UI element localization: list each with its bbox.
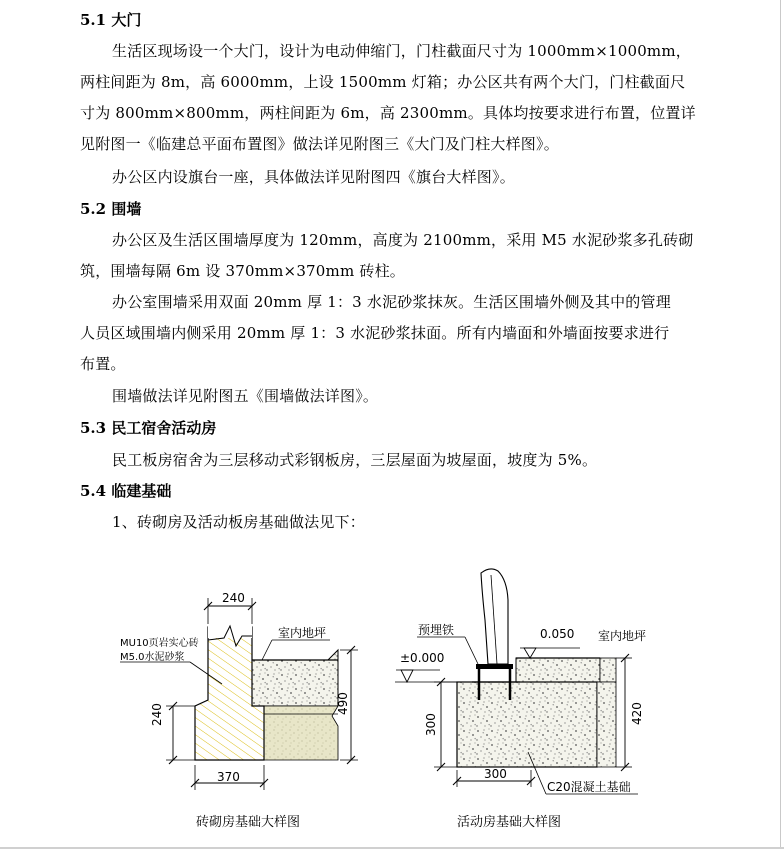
section-heading-5-2: 5.2 围墙 [80, 200, 142, 218]
material-note-line1: MU10页岩实心砖 [120, 638, 199, 649]
level-floor: 0.050 [540, 627, 575, 641]
paragraph-line: 生活区现场设一个大门，设计为电动伸缩门，门柱截面尺寸为 1000mm×1000mm， [112, 42, 691, 60]
section-heading-5-3: 5.3 民工宿舍活动房 [80, 419, 217, 437]
dim-top-240: 240 [222, 591, 245, 605]
indoor-floor-label-right: 室内地坪 [598, 629, 647, 643]
paragraph-line: 1、砖砌房及活动板房基础做法见下： [112, 513, 365, 531]
dim-bottom-370: 370 [217, 770, 240, 784]
paragraph-line: 寸为 800mm×800mm，两柱间距为 6m，高 2300mm。具体均按要求进行布置，位置详 [80, 104, 696, 122]
material-note-line2: M5.0水泥砂浆 [120, 652, 185, 663]
paragraph-line: 筑，围墙每隔 6m 设 370mm×370mm 砖柱。 [80, 262, 405, 280]
dim-right-420: 420 [630, 702, 644, 725]
indoor-floor-label-left: 室内地坪 [278, 626, 327, 640]
embedded-iron-label: 预埋铁 [418, 623, 455, 637]
mobile-house-foundation-detail [395, 569, 638, 794]
paragraph-line: 围墙做法详见附图五《围墙做法详图》。 [112, 387, 379, 405]
paragraph-line: 民工板房宿舍为三层移动式彩钢板房，三层屋面为坡屋面，坡度为 5%。 [112, 451, 598, 469]
section-heading-5-4: 5.4 临建基础 [80, 482, 172, 500]
dim-bottom-300: 300 [484, 767, 507, 781]
level-outdoor: ±0.000 [400, 651, 445, 665]
paragraph-line: 办公区内设旗台一座，具体做法详见附图四《旗台大样图》。 [112, 168, 515, 186]
paragraph-line: 两柱间距为 8m，高 6000mm，上设 1500mm 灯箱；办公区共有两个大门，门柱截面尺 [80, 73, 686, 91]
dim-left-300: 300 [424, 713, 438, 736]
concrete-foundation-label: C20混凝土基础 [547, 780, 631, 794]
paragraph-line: 人员区域围墙内侧采用 20mm 厚 1：3 水泥砂浆抹面。所有内墙面和外墙面按要求进行 [80, 324, 670, 342]
paragraph-line: 办公室围墙采用双面 20mm 厚 1：3 水泥砂浆抹灰。生活区围墙外侧及其中的管理 [112, 293, 671, 311]
paragraph-line: 办公区及生活区围墙厚度为 120mm，高度为 2100mm，采用 M5 水泥砂浆多孔砖砌 [112, 231, 694, 249]
caption-mobile-foundation: 活动房基础大样图 [457, 815, 562, 830]
dim-left-240: 240 [150, 703, 164, 726]
paragraph-line: 布置。 [80, 355, 126, 373]
dim-right-490: 490 [336, 692, 350, 715]
caption-brick-foundation: 砖砌房基础大样图 [196, 815, 301, 830]
paragraph-line: 见附图一《临建总平面布置图》做法详见附图三《大门及门柱大样图》。 [80, 135, 559, 153]
section-heading-5-1: 5.1 大门 [80, 11, 142, 29]
